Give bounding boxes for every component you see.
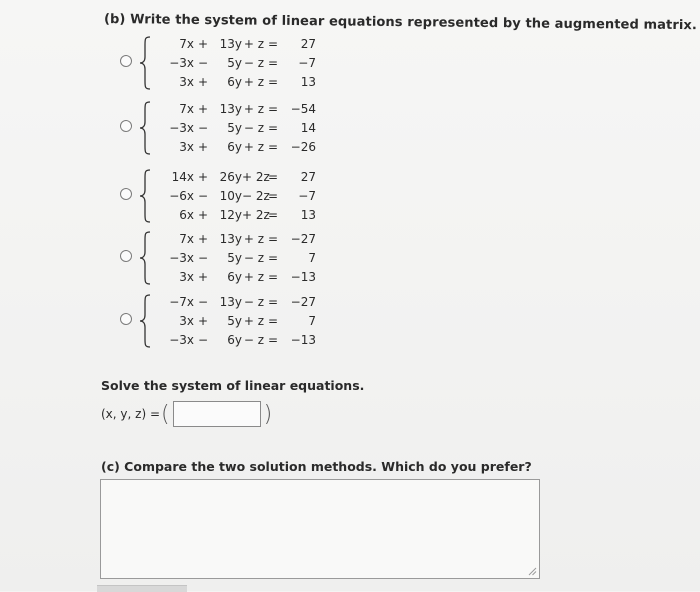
eq-z-term: − z <box>243 56 264 70</box>
eq-z-term: + z <box>243 270 264 284</box>
eq-z-term: + 2z <box>242 170 270 184</box>
eq-y-term: 13y <box>219 37 242 51</box>
eq-op-1: + <box>197 140 209 154</box>
comparison-textarea[interactable] <box>100 479 540 579</box>
eq-x-term: 3x <box>179 270 194 284</box>
eq-x-term: 7x <box>179 232 194 246</box>
eq-z-term: + z <box>243 75 264 89</box>
eq-equals: = <box>267 37 279 51</box>
eq-z-term: − z <box>243 295 264 309</box>
eq-equals: = <box>267 75 279 89</box>
eq-y-term: 6y <box>227 333 242 347</box>
left-brace-icon <box>138 100 152 156</box>
part-c-title: (c) Compare the two solution methods. Which do you prefer? <box>101 459 532 474</box>
option-3[interactable] <box>120 168 380 228</box>
eq-x-term: −3x <box>169 121 194 135</box>
equation-row <box>156 187 316 206</box>
eq-equals: = <box>267 170 279 184</box>
eq-equals: = <box>267 251 279 265</box>
resize-grip-icon[interactable] <box>528 567 537 576</box>
left-brace-icon <box>138 168 152 224</box>
eq-y-term: 6y <box>227 75 242 89</box>
eq-op-1: + <box>197 208 209 222</box>
option-2-radio[interactable] <box>120 120 132 132</box>
eq-x-term: 3x <box>179 140 194 154</box>
eq-x-term: 3x <box>179 314 194 328</box>
equation-system <box>156 100 316 157</box>
eq-equals: = <box>267 189 279 203</box>
eq-equals: = <box>267 140 279 154</box>
eq-y-term: 6y <box>227 140 242 154</box>
eq-op-1: − <box>197 189 209 203</box>
eq-y-term: 6y <box>227 270 242 284</box>
open-paren: ( <box>161 401 170 427</box>
eq-op-1: + <box>197 270 209 284</box>
eq-y-term: 5y <box>227 56 242 70</box>
equation-row <box>156 73 316 92</box>
equation-row <box>156 138 316 157</box>
eq-z-term: + z <box>243 37 264 51</box>
equation-row <box>156 331 316 350</box>
part-b-title: (b) Write the system of linear equations represented by the augmented matrix. <box>103 12 698 34</box>
eq-rhs: −26 <box>290 140 316 154</box>
eq-x-term: −3x <box>169 333 194 347</box>
option-5[interactable] <box>120 293 380 353</box>
equation-row <box>156 100 316 119</box>
left-brace-icon <box>138 293 152 349</box>
eq-y-term: 13y <box>219 295 242 309</box>
close-paren: ) <box>263 401 273 427</box>
eq-equals: = <box>267 56 279 70</box>
equation-row <box>156 312 316 331</box>
eq-rhs: −7 <box>298 189 316 203</box>
eq-rhs: 13 <box>300 75 316 89</box>
equation-row <box>156 293 316 312</box>
eq-op-1: + <box>197 102 209 116</box>
eq-z-term: + 2z <box>242 208 270 222</box>
eq-y-term: 5y <box>227 251 242 265</box>
eq-z-term: + z <box>243 314 264 328</box>
eq-equals: = <box>267 102 279 116</box>
option-4[interactable] <box>120 230 380 290</box>
solution-input[interactable] <box>173 401 261 427</box>
eq-z-term: − 2z <box>242 189 270 203</box>
equation-row <box>156 268 316 287</box>
equation-row <box>156 230 316 249</box>
eq-x-term: −3x <box>169 251 194 265</box>
eq-x-term: 7x <box>179 37 194 51</box>
eq-z-term: − z <box>243 333 264 347</box>
eq-rhs: −54 <box>290 102 316 116</box>
eq-rhs: 27 <box>300 170 316 184</box>
eq-y-term: 5y <box>227 121 242 135</box>
eq-y-term: 12y <box>219 208 242 222</box>
eq-z-term: + z <box>243 232 264 246</box>
eq-equals: = <box>267 295 279 309</box>
eq-op-1: + <box>197 37 209 51</box>
eq-equals: = <box>267 270 279 284</box>
answer-row <box>101 398 273 430</box>
eq-op-1: − <box>197 295 209 309</box>
left-brace-icon <box>138 35 152 91</box>
eq-op-1: − <box>197 56 209 70</box>
eq-y-term: 5y <box>227 314 242 328</box>
eq-x-term: 6x <box>179 208 194 222</box>
equation-row <box>156 35 316 54</box>
eq-z-term: − z <box>243 251 264 265</box>
eq-equals: = <box>267 121 279 135</box>
equation-row <box>156 249 316 268</box>
option-1[interactable] <box>120 35 380 95</box>
option-1-radio[interactable] <box>120 55 132 67</box>
eq-rhs: 14 <box>300 121 316 135</box>
eq-op-1: − <box>197 121 209 135</box>
option-3-radio[interactable] <box>120 188 132 200</box>
eq-x-term: −7x <box>169 295 194 309</box>
eq-rhs: 27 <box>300 37 316 51</box>
eq-y-term: 13y <box>219 102 242 116</box>
answer-label: (x, y, z) = <box>101 407 160 421</box>
eq-z-term: − z <box>243 121 264 135</box>
eq-x-term: −6x <box>169 189 194 203</box>
eq-x-term: −3x <box>169 56 194 70</box>
eq-x-term: 14x <box>171 170 194 184</box>
eq-rhs: −27 <box>290 232 316 246</box>
equation-row <box>156 119 316 138</box>
equation-row <box>156 168 316 187</box>
eq-y-term: 10y <box>219 189 242 203</box>
eq-equals: = <box>267 333 279 347</box>
eq-op-1: − <box>197 333 209 347</box>
option-4-radio[interactable] <box>120 250 132 262</box>
eq-rhs: −13 <box>290 333 316 347</box>
eq-op-1: + <box>197 314 209 328</box>
eq-equals: = <box>267 232 279 246</box>
eq-y-term: 13y <box>219 232 242 246</box>
option-5-radio[interactable] <box>120 313 132 325</box>
eq-equals: = <box>267 314 279 328</box>
eq-rhs: −7 <box>298 56 316 70</box>
equation-row <box>156 206 316 225</box>
eq-z-term: + z <box>243 102 264 116</box>
eq-op-1: + <box>197 170 209 184</box>
equation-system <box>156 35 316 92</box>
eq-op-1: + <box>197 232 209 246</box>
eq-op-1: − <box>197 251 209 265</box>
eq-op-1: + <box>197 75 209 89</box>
solve-prompt: Solve the system of linear equations. <box>101 378 365 393</box>
eq-equals: = <box>267 208 279 222</box>
equation-system <box>156 293 316 350</box>
left-brace-icon <box>138 230 152 286</box>
eq-x-term: 7x <box>179 102 194 116</box>
eq-rhs: 13 <box>300 208 316 222</box>
equation-system <box>156 230 316 287</box>
eq-z-term: + z <box>243 140 264 154</box>
equation-system <box>156 168 316 225</box>
equation-row <box>156 54 316 73</box>
eq-rhs: −13 <box>290 270 316 284</box>
eq-y-term: 26y <box>219 170 242 184</box>
eq-x-term: 3x <box>179 75 194 89</box>
eq-rhs: 7 <box>308 314 316 328</box>
eq-rhs: 7 <box>308 251 316 265</box>
option-2[interactable] <box>120 100 380 160</box>
eq-rhs: −27 <box>290 295 316 309</box>
